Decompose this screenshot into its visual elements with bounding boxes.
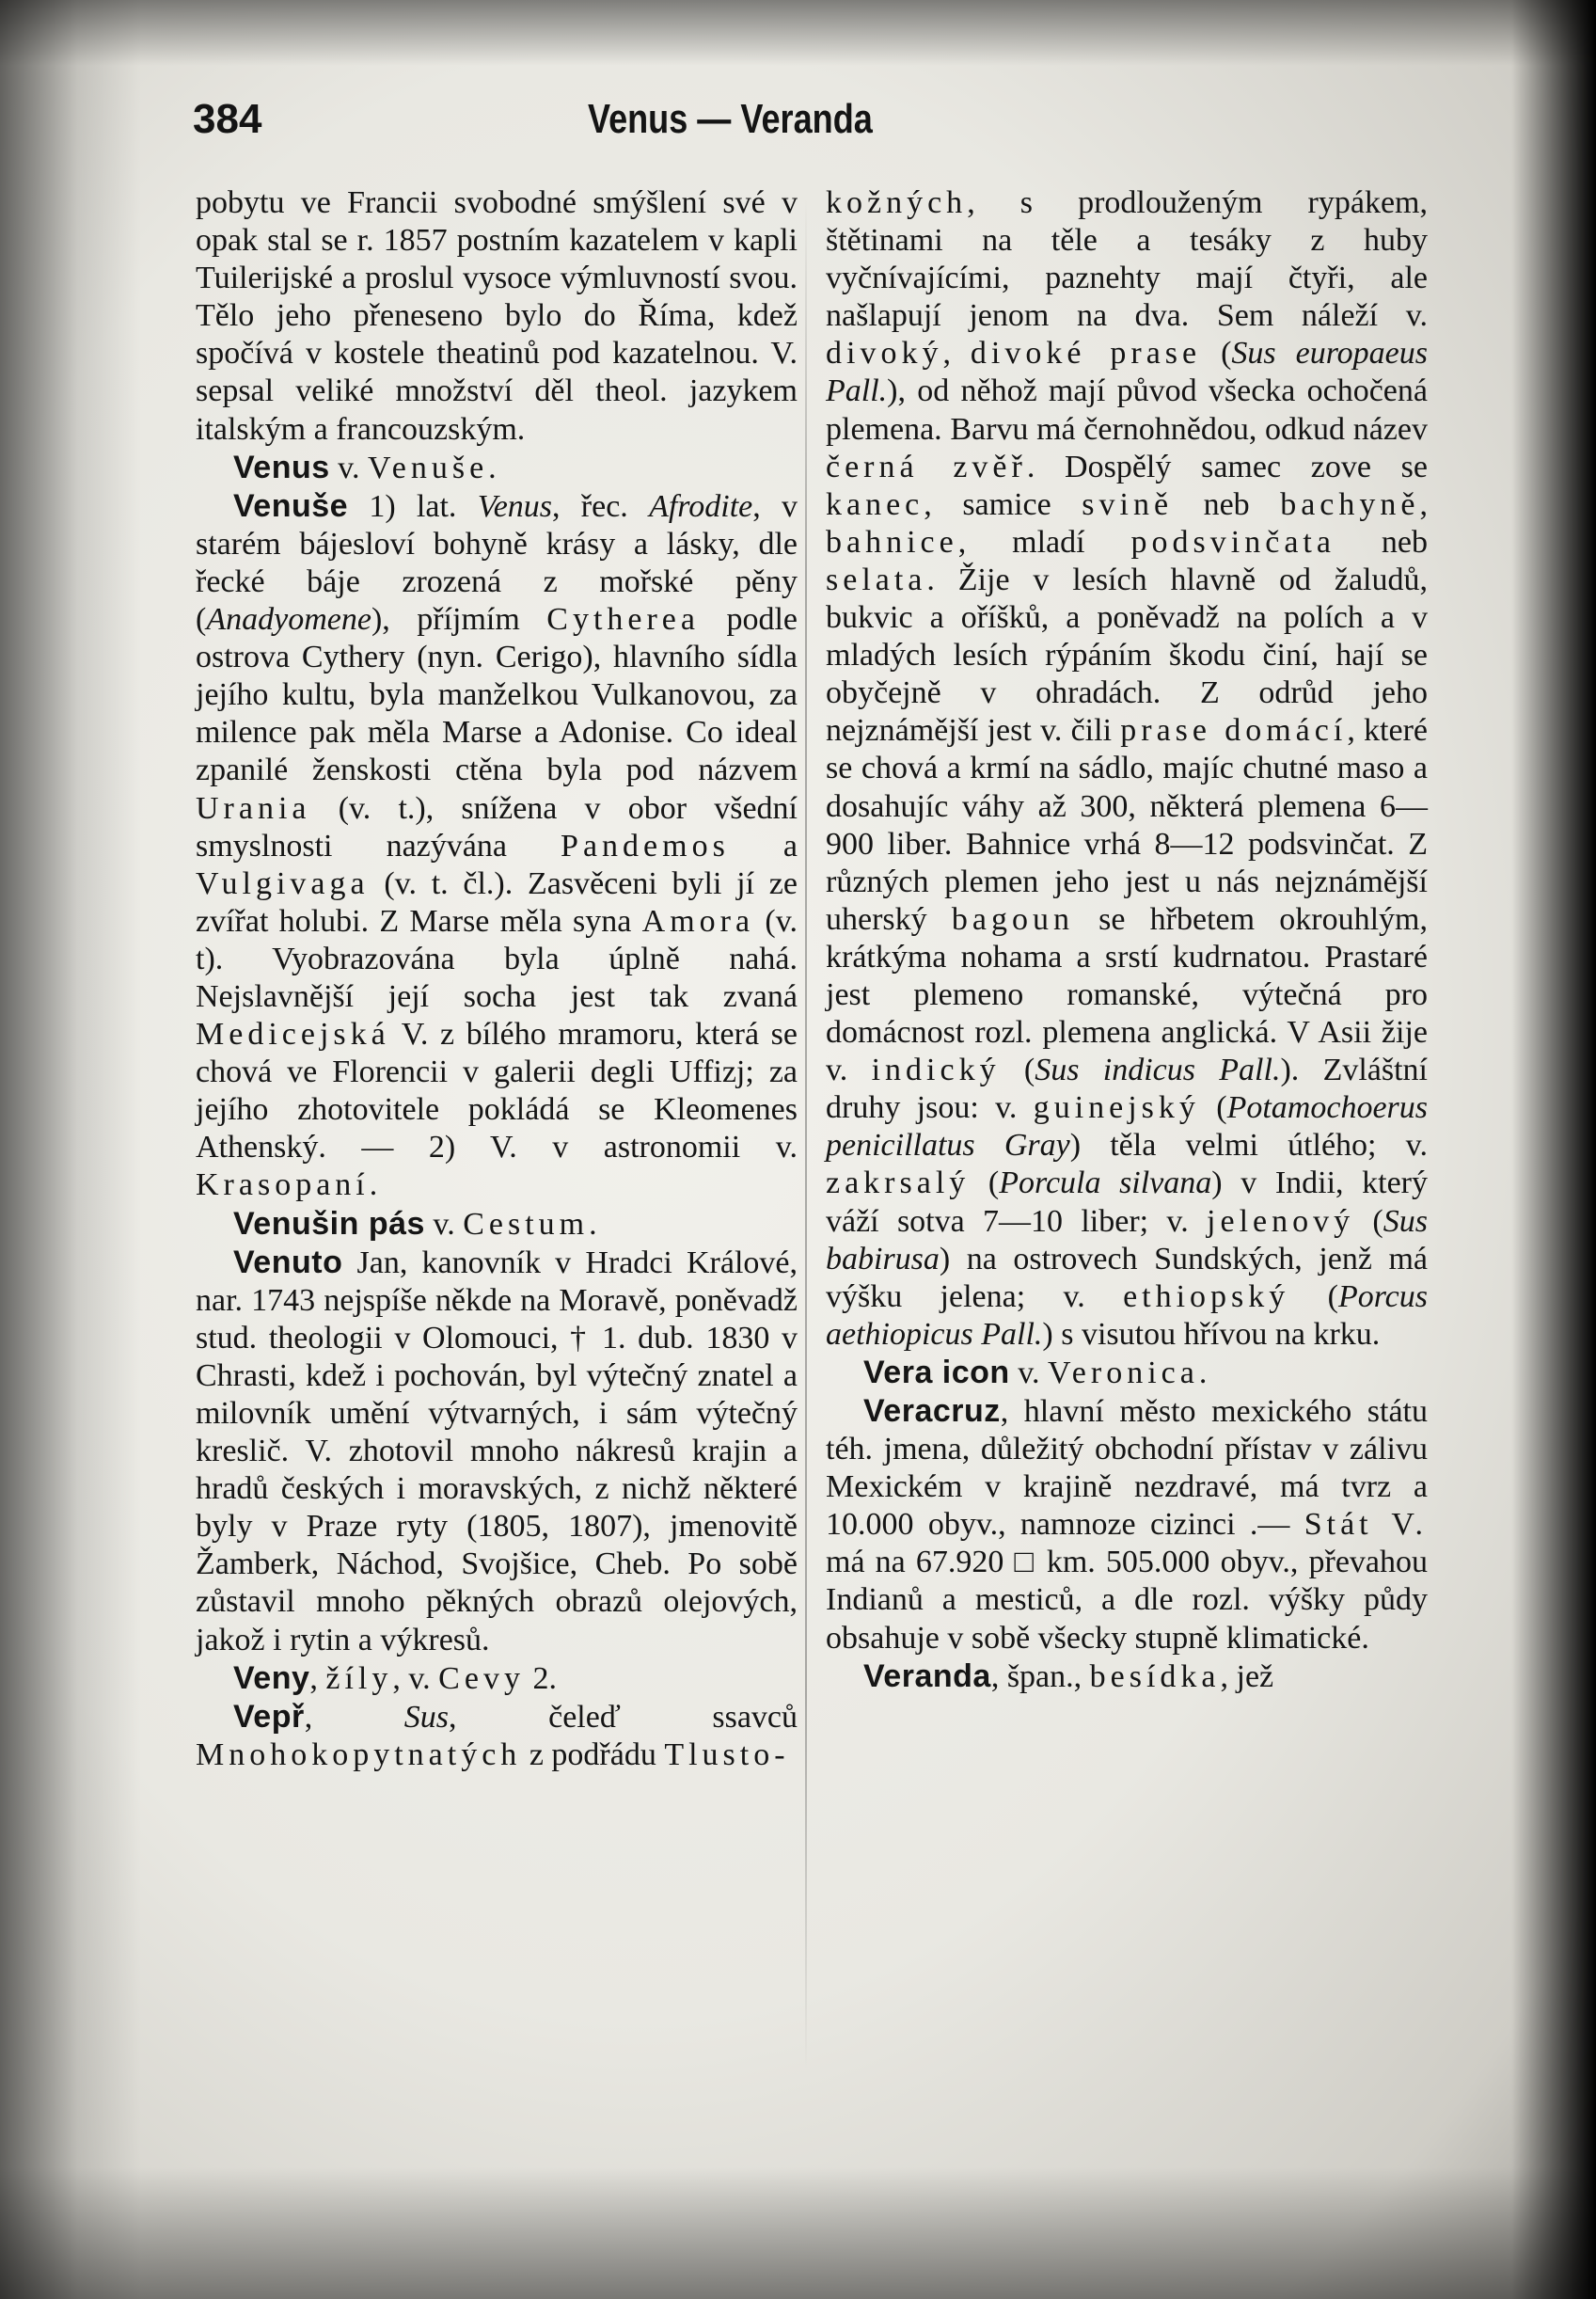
scan-shadow-left	[0, 0, 141, 2299]
entry-veranda: Veranda, špan., besídka, jež	[863, 1657, 1274, 1694]
running-title: Venus — Veranda	[588, 96, 873, 142]
headword: Venus	[233, 449, 330, 485]
entry-venuse: Venuše 1) lat. Venus, řec. Afrodite, v starém bájesloví bohyně krásy a lásky, dle řecké báje zrozená z mořské pěny (Anadyomene), příjmím Cytherea podle ostrova Cythery (nyn. Cerigo), hlavního sídla jejího kultu, byla manželkou Vulkanovou, za milence pak měla Marse a Adonise. Co ideal zpanilé ženskosti ctěna byla pod názvem Urania (v. t.), snížena v obor všední smyslnosti nazývána Pandemos a Vulgivaga (v. t. čl.). Zasvěceni byli jí ze zvířat holubi. Z Marse měla syna Amora (v. t). Vyobrazována byla úplně nahá. Nejslavnější její socha jest tak zvaná Medicejská V. z bílého mramoru, která se chová ve Florencii v galerii degli Uffizj; za jejího zhotovitele pokládá se Kleomenes Athenský. — 2) V. v astronomii v. Krasopaní.	[196, 487, 798, 1203]
headword: Veny	[233, 1659, 310, 1696]
entry-continuation: pobytu ve Francii svobodné smýšlení své v opak stal se r. 1857 postním kazatelem v kapli Tuilerijské a proslul vysoce výmluvností svou. Tělo jeho přeneseno bylo do Říma, kdež spočívá v kostele theatinů pod kazatelnou. V. sepsal veliké množství děl theol. jazykem italským a francouzským.	[196, 185, 798, 447]
column-divider	[805, 198, 807, 2069]
left-column	[196, 184, 798, 1774]
entry-veny: Veny, žíly, v. Cevy 2.	[233, 1659, 557, 1696]
cross-reference: Cevy	[438, 1660, 525, 1696]
cross-reference: Cestum	[463, 1206, 590, 1242]
scan-shadow-bottom	[0, 2167, 1596, 2299]
scan-shadow-right	[1511, 0, 1596, 2299]
headword: Venuto	[233, 1244, 343, 1280]
scan-shadow-top	[0, 0, 1596, 66]
cross-reference: Venuše	[367, 450, 489, 485]
entry-vepr-continuation: kožných, s prodlouženým rypákem, štětinami na těle a tesáky z huby vyčnívajícími, paznehty mají čtyři, ale našlapují jenom na dva. Sem náleží v. divoký, divoké prase (Sus europaeus Pall.), od něhož mají původ všecka ochočená plemena. Barvu má černohnědou, odkud název černá zvěř. Dospělý samec zove se kanec, samice svině neb bachyně, bahnice, mladí podsvinčata neb selata. Žije v lesích hlavně od žaludů, bukvic a oříšků, a poněvadž na polích a v mladých lesích rýpáním škodu činí, hají se obyčejně v ohradách. Z odrůd jeho nejznámější jest v. čili prase domácí, které se chová a krmí na sádlo, majíc chutné maso a dosahujíc váhy až 300, některá plemena 6—900 liber. Bahnice vrhá 8—12 podsvinčat. Z různých plemen jeho jest u nás nejznámější uherský bagoun se hřbetem okrouhlým, krátkýma nohama a srstí kudrnatou. Prastaré jest plemeno romanské, výtečná pro domácnost rozl. plemena anglická. V Asii žije v. indický (Sus indicus Pall.). Zvláštní druhy jsou: v. guinejský (Potamochoerus penicillatus Gray) těla velmi útlého; v. zakrsalý (Porcula silvana) v Indii, který váží sotva 7—10 liber; v. jelenový (Sus babirusa) na ostrovech Sundských, jenž má výšku jelena; v. ethiopský (Porcus aethiopicus Pall.) s visutou hřívou na krku.	[826, 185, 1429, 1352]
entry-vepr: Vepř, Sus, čeleď ssavců Mnohokopytnatých z podřádu Tlusto-	[196, 1698, 798, 1772]
entry-veracruz: Veracruz, hlavní město mexického státu téh. jmena, důležitý obchodní přístav v zálivu Mexickém v krajině nezdravé, má tvrz a 10.000 obyv., namnoze cizinci .— Stát V. má na 67.920 □ km. 505.000 obyv., převahou Indianů a mesticů, a dle rozl. výšky půdy obsahuje v sobě všecky stupně klimatické.	[826, 1393, 1429, 1656]
headword: Venuše	[233, 487, 349, 524]
headword: Vepř	[233, 1698, 305, 1735]
entry-vera-icon: Vera icon v. Veronica.	[863, 1354, 1208, 1390]
page-header	[193, 96, 1444, 152]
right-column	[826, 184, 1428, 1696]
cross-reference: Veronica	[1048, 1355, 1199, 1390]
headword: Venušin pás	[233, 1205, 425, 1242]
headword: Veracruz	[863, 1393, 1001, 1429]
headword: Veranda	[863, 1657, 991, 1694]
entry-venuto: Venuto Jan, kanovník v Hradci Králové, nar. 1743 nejspíše někde na Moravě, poněvadž stud. theologii v Olomouci, † 1. dub. 1830 v Chrasti, kdež i pochován, byl výtečný znatel a milovník umění výtvarných, i sám výtečný kreslič. V. zhotovil mnoho nákresů krajin a hradů českých i moravských, z nichž některé byly v Praze ryty (1805, 1807), jmenovitě Žamberk, Náchod, Svojšice, Cheb. Po sobě zůstavil mnoho pěkných obrazů olejových, jakož i rytin a výkresů.	[196, 1244, 798, 1657]
entry-venusin-pas: Venušin pás v. Cestum.	[233, 1205, 597, 1242]
headword: Vera icon	[863, 1354, 1010, 1390]
entry-venus: Venus v. Venuše.	[233, 449, 497, 485]
page-number: 384	[193, 96, 262, 142]
